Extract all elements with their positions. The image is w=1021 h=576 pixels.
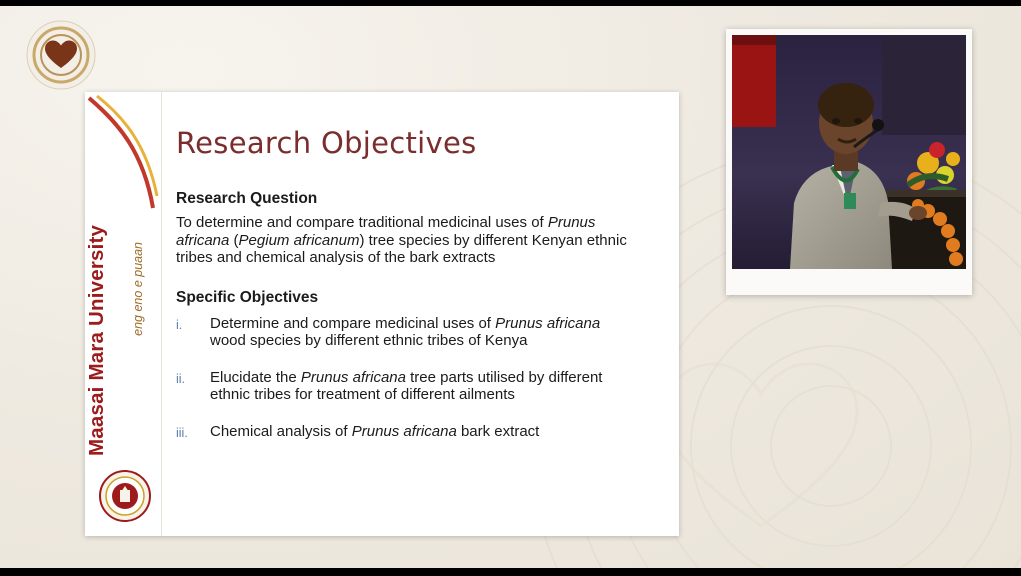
university-motto-label: eng eno e puaan: [131, 242, 145, 336]
rq-species-name: Prunus africana: [176, 214, 596, 249]
objective-number: ii.: [176, 371, 186, 386]
obj2-species: Prunus africana: [300, 368, 406, 386]
objective-text: [210, 315, 640, 350]
research-question-heading: Research Question: [176, 190, 318, 207]
speaker-video-card[interactable]: [726, 29, 972, 295]
objective-item: [176, 369, 653, 404]
slide-content: [161, 92, 679, 536]
speaker-video-frame[interactable]: [732, 35, 966, 269]
specific-objectives-heading: Specific Objectives: [176, 288, 319, 306]
rq-part-1: To determine and compare traditional medicinal uses of: [176, 214, 548, 231]
university-name-label: Maasai Mara University: [85, 224, 108, 456]
obj3-pre: Chemical analysis of: [210, 422, 352, 440]
obj1-post: wood species by different ethnic tribes of Kenya: [210, 332, 528, 349]
slide-panel: [85, 92, 679, 536]
obj1-pre: Determine and compare medicinal uses of: [210, 314, 496, 332]
background-heart-decoration: [651, 346, 871, 546]
objective-item: [176, 423, 653, 441]
obj3-species: Prunus africana: [351, 422, 457, 440]
objective-text: [210, 369, 640, 404]
objective-item: [176, 315, 653, 350]
university-seal-icon: [99, 470, 151, 522]
objective-text: [210, 423, 539, 441]
objective-number: i.: [176, 317, 183, 332]
top-letterbox-bar: [0, 0, 1021, 6]
objective-number: iii.: [176, 425, 188, 440]
obj1-species: Prunus africana: [495, 314, 601, 332]
obj2-pre: Elucidate the: [210, 368, 301, 386]
heart-rings-logo-icon: [26, 20, 96, 90]
rq-part-5: ) tree species by different Kenyan ethnic tribes and chemical analysis of the bark extracts: [176, 231, 627, 266]
bottom-letterbox-bar: [0, 568, 1021, 576]
obj3-post: bark extract: [456, 422, 540, 440]
obj2-post: tree parts utilised by different ethnic tribes for treatment of different ailments: [210, 368, 603, 403]
rq-part-3: (: [229, 231, 239, 249]
speaker-video-image: [732, 35, 966, 269]
slide-title: Research Objectives: [176, 126, 477, 160]
rq-synonym-name: Pegium africanum: [238, 231, 360, 249]
slide-branding-sidebar: [85, 92, 162, 536]
research-question-text: [176, 214, 631, 267]
